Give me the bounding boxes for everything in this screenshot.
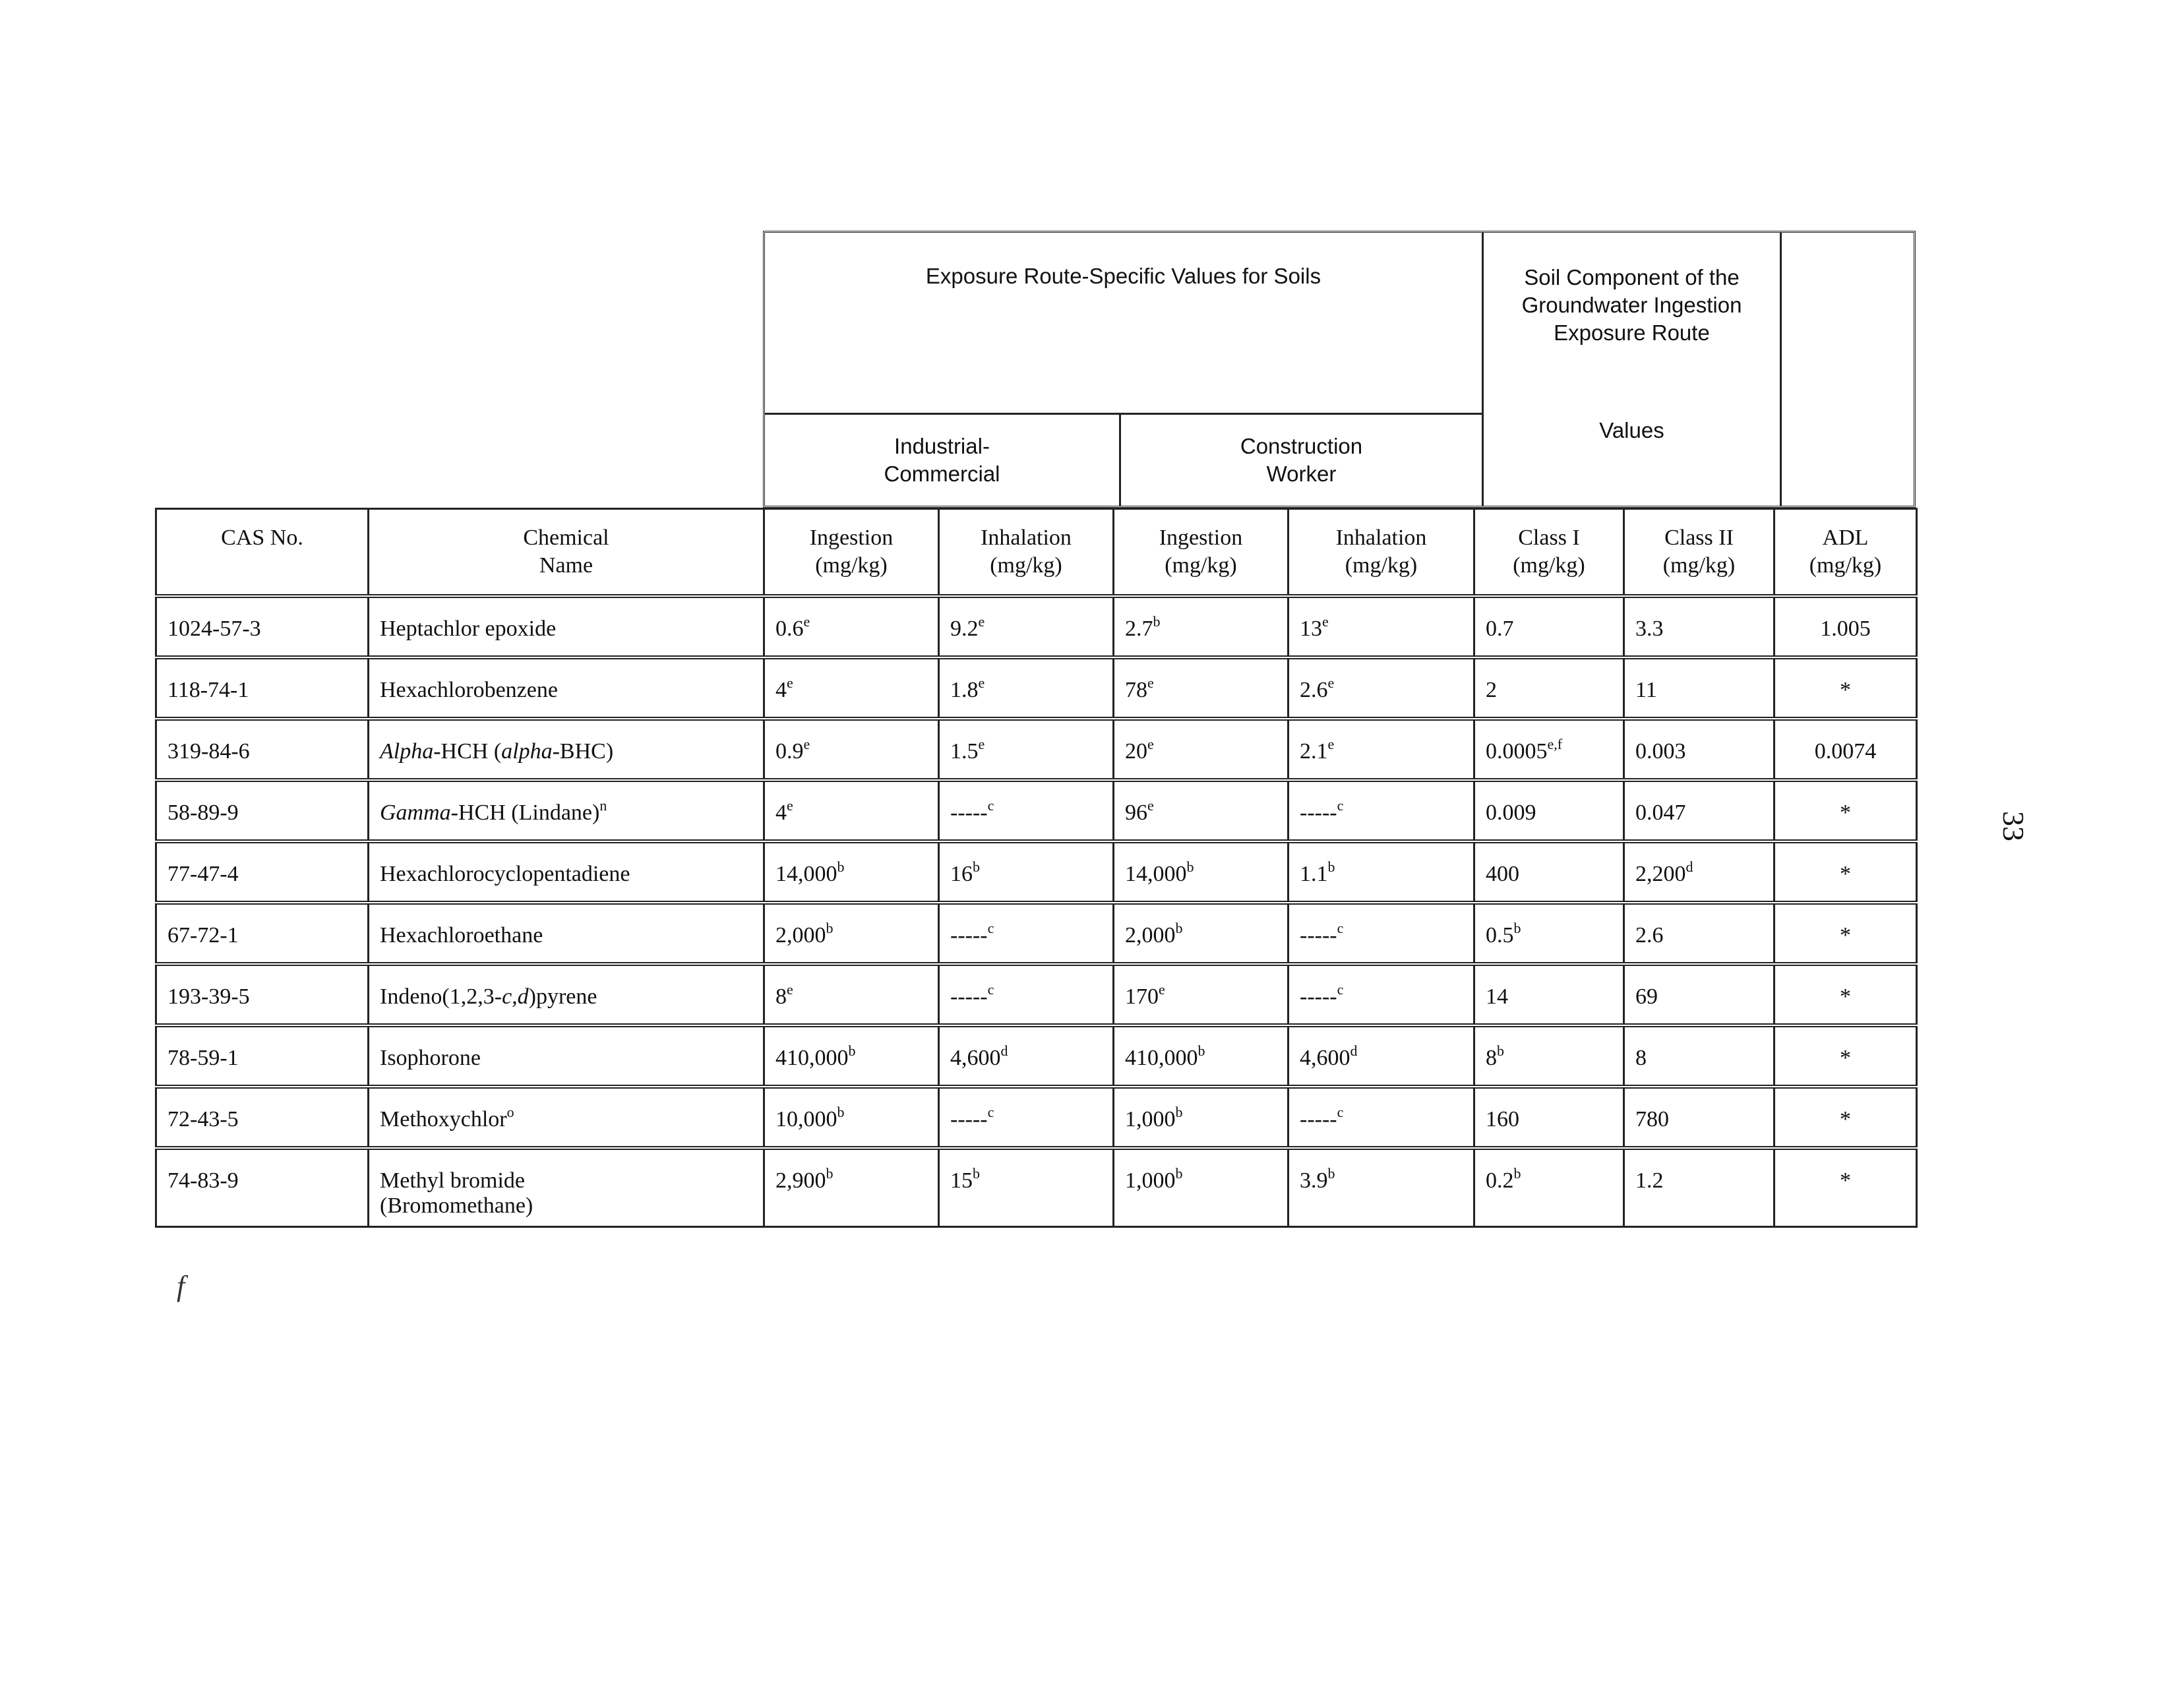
soil-label-line3: Exposure Route — [1554, 320, 1710, 345]
ind-ingestion-cell: 0.9e — [764, 719, 939, 780]
chemical-name-cell: Heptachlor epoxide — [369, 596, 764, 657]
con-ingestion-cell: 410,000$^b$ — [1114, 1025, 1289, 1087]
class-i-cell: 0.2$^b$ — [1474, 1148, 1624, 1227]
adl-cell: * — [1774, 780, 1917, 841]
con-ingestion-cell: 78e — [1114, 657, 1289, 719]
table-row — [156, 1087, 1917, 1148]
class-ii-cell: 0.047 — [1624, 780, 1774, 841]
cas-cell: 1024-57-3 — [156, 596, 369, 657]
con-ingestion-cell: 14,000$^b$ — [1114, 841, 1289, 903]
ind-inhalation-cell: 1.8e — [939, 657, 1114, 719]
con-ingestion-cell: 1,000$^b$ — [1114, 1087, 1289, 1148]
con-inhalation-cell: 3.9$^b$ — [1289, 1148, 1474, 1227]
table-row — [156, 841, 1917, 903]
con-ingestion-cell: 2,000$^b$ — [1114, 903, 1289, 964]
con-inhalation-cell: 1.1$^b$ — [1289, 841, 1474, 903]
ind-ingestion-cell: 2,000$^b$ — [764, 903, 939, 964]
cas-cell: 67-72-1 — [156, 903, 369, 964]
table-row — [156, 596, 1917, 657]
table-row — [156, 964, 1917, 1025]
page-number: 33 — [1997, 811, 2030, 841]
cas-cell: 58-89-9 — [156, 780, 369, 841]
ind-inhalation-cell: -----$^c$ — [939, 964, 1114, 1025]
con-inhalation-cell: 2.1e — [1289, 719, 1474, 780]
header-divider — [1780, 233, 1782, 506]
table-row — [156, 719, 1917, 780]
ind-ingestion-cell: 4e — [764, 780, 939, 841]
class-ii-cell: 69 — [1624, 964, 1774, 1025]
adl-cell: * — [1774, 903, 1917, 964]
ind-inhalation-cell: 16$^b$ — [939, 841, 1114, 903]
chemical-name-cell: Gamma-HCH (Lindane)$^n$ — [369, 780, 764, 841]
class-i-cell: 14 — [1474, 964, 1624, 1025]
table-row — [156, 1148, 1917, 1227]
ind-ingestion-cell: 14,000$^b$ — [764, 841, 939, 903]
class-ii-cell: 1.2 — [1624, 1148, 1774, 1227]
con-ingestion-cell: 2.7$^b$ — [1114, 596, 1289, 657]
class-ii-cell: 8 — [1624, 1025, 1774, 1087]
class-i-cell: 0.009 — [1474, 780, 1624, 841]
ind-ingestion-cell: 10,000$^b$ — [764, 1087, 939, 1148]
industrial-label-line2: Commercial — [884, 462, 1000, 486]
ind-inhalation-cell: 4,600$^d$ — [939, 1025, 1114, 1087]
adl-cell: * — [1774, 841, 1917, 903]
ind-ingestion-cell: 2,900$^b$ — [764, 1148, 939, 1227]
chemical-name-cell: Isophorone — [369, 1025, 764, 1087]
class-i-cell: 0.5$^b$ — [1474, 903, 1624, 964]
adl-cell: * — [1774, 1087, 1917, 1148]
exposure-route-group-header: Exposure Route-Specific Values for Soils — [925, 264, 1321, 288]
header-divider — [765, 413, 1482, 415]
class-ii-cell: 780 — [1624, 1087, 1774, 1148]
ind-ingestion-cell: 0.6e — [764, 596, 939, 657]
class-ii-cell: 3.3 — [1624, 596, 1774, 657]
con-inhalation-cell: -----$^c$ — [1289, 903, 1474, 964]
industrial-commercial-header — [765, 433, 1119, 488]
chemical-name-cell: Indeno(1,2,3-c,d)pyrene — [369, 964, 764, 1025]
ind-ingestion-cell: 410,000$^b$ — [764, 1025, 939, 1087]
con-inhalation-cell: -----$^c$ — [1289, 1087, 1474, 1148]
ind-inhalation-cell: 9.2e — [939, 596, 1114, 657]
column-header-row — [156, 509, 1917, 596]
cas-cell: 77-47-4 — [156, 841, 369, 903]
values-header: Values — [1599, 418, 1664, 442]
con-inhalation-cell: -----$^c$ — [1289, 780, 1474, 841]
ind-inhalation-cell: -----$^c$ — [939, 903, 1114, 964]
chemical-name-cell: Hexachlorobenzene — [369, 657, 764, 719]
con-inhalation-cell: 13e — [1289, 596, 1474, 657]
table-row — [156, 1025, 1917, 1087]
table-row — [156, 657, 1917, 719]
handwritten-mark: f — [177, 1270, 185, 1302]
class-ii-cell: 0.003 — [1624, 719, 1774, 780]
con-ingestion-cell: 1,000$^b$ — [1114, 1148, 1289, 1227]
table-row — [156, 903, 1917, 964]
con-inhalation-cell: -----$^c$ — [1289, 964, 1474, 1025]
chemical-name-cell: Hexachloroethane — [369, 903, 764, 964]
soil-values-table — [155, 508, 1918, 1228]
adl-cell: * — [1774, 657, 1917, 719]
class-i-cell: 2 — [1474, 657, 1624, 719]
col-chemical-name: Chemical Name — [369, 509, 764, 596]
col-class-i: Class I (mg/kg) — [1474, 509, 1624, 596]
industrial-label-line1: Industrial- — [894, 434, 990, 458]
construction-label-line1: Construction — [1240, 434, 1363, 458]
class-i-cell: 400 — [1474, 841, 1624, 903]
col-con-ingestion: Ingestion (mg/kg) — [1114, 509, 1289, 596]
class-ii-cell: 2.6 — [1624, 903, 1774, 964]
ind-inhalation-cell: 1.5e — [939, 719, 1114, 780]
chemical-name-cell: Methyl bromide (Bromomethane) — [369, 1148, 764, 1227]
chemical-name-cell: Methoxychlor$^o$ — [369, 1087, 764, 1148]
cas-cell: 74-83-9 — [156, 1148, 369, 1227]
class-i-cell: 0.0005$^{e,f}$ — [1474, 719, 1624, 780]
con-ingestion-cell: 96e — [1114, 780, 1289, 841]
ind-ingestion-cell: 8e — [764, 964, 939, 1025]
col-cas-no: CAS No. — [156, 509, 369, 596]
cas-cell: 193-39-5 — [156, 964, 369, 1025]
class-i-cell: 8$^b$ — [1474, 1025, 1624, 1087]
ind-ingestion-cell: 4e — [764, 657, 939, 719]
chemical-name-cell: Alpha-HCH (alpha-BHC) — [369, 719, 764, 780]
col-class-ii: Class II (mg/kg) — [1624, 509, 1774, 596]
cas-cell: 72-43-5 — [156, 1087, 369, 1148]
cas-cell: 319-84-6 — [156, 719, 369, 780]
class-i-cell: 0.7 — [1474, 596, 1624, 657]
adl-cell: * — [1774, 1148, 1917, 1227]
adl-cell: * — [1774, 964, 1917, 1025]
construction-worker-header — [1121, 433, 1482, 488]
con-inhalation-cell: 4,600$^d$ — [1289, 1025, 1474, 1087]
class-i-cell: 160 — [1474, 1087, 1624, 1148]
soil-label-line1: Soil Component of the — [1524, 265, 1740, 289]
chemical-name-cell: Hexachlorocyclopentadiene — [369, 841, 764, 903]
col-adl: ADL (mg/kg) — [1774, 509, 1917, 596]
class-ii-cell: 11 — [1624, 657, 1774, 719]
adl-cell: 1.005 — [1774, 596, 1917, 657]
soil-label-line2: Groundwater Ingestion — [1521, 293, 1742, 317]
ind-inhalation-cell: -----$^c$ — [939, 780, 1114, 841]
con-inhalation-cell: 2.6e — [1289, 657, 1474, 719]
col-con-inhalation: Inhalation (mg/kg) — [1289, 509, 1474, 596]
construction-label-line2: Worker — [1266, 462, 1337, 486]
table-row — [156, 780, 1917, 841]
col-ind-inhalation: Inhalation (mg/kg) — [939, 509, 1114, 596]
con-ingestion-cell: 20e — [1114, 719, 1289, 780]
con-ingestion-cell: 170e — [1114, 964, 1289, 1025]
ind-inhalation-cell: 15$^b$ — [939, 1148, 1114, 1227]
cas-cell: 118-74-1 — [156, 657, 369, 719]
adl-cell: * — [1774, 1025, 1917, 1087]
adl-cell: 0.0074 — [1774, 719, 1917, 780]
cas-cell: 78-59-1 — [156, 1025, 369, 1087]
soil-component-header — [1484, 264, 1780, 347]
ind-inhalation-cell: -----$^c$ — [939, 1087, 1114, 1148]
class-ii-cell: 2,200$^d$ — [1624, 841, 1774, 903]
col-ind-ingestion: Ingestion (mg/kg) — [764, 509, 939, 596]
